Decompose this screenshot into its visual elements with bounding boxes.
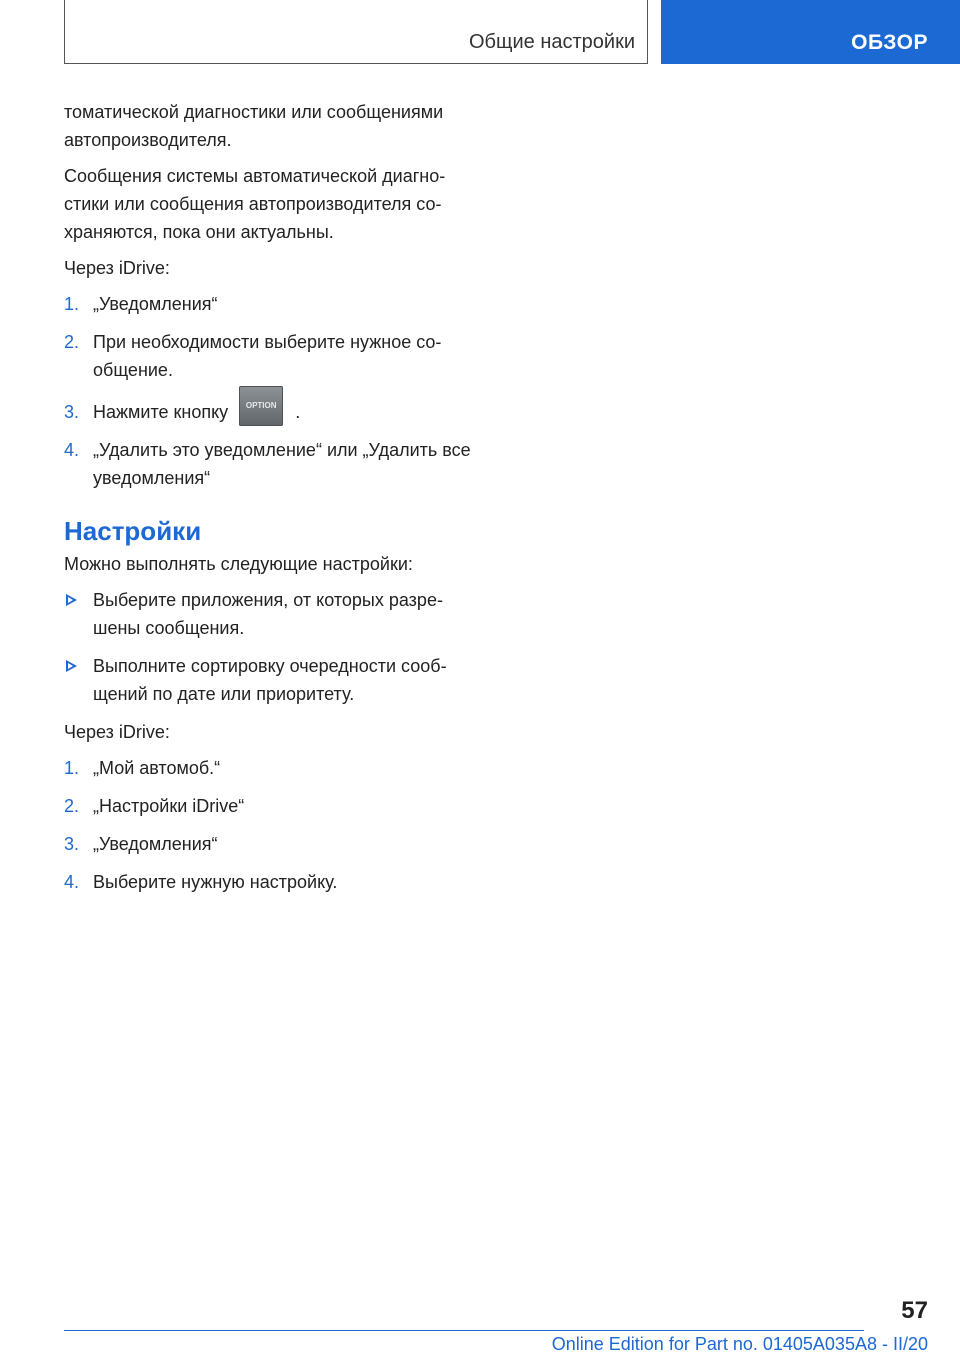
step-number: 1. [64,294,80,314]
step-number: 1. [64,758,80,779]
step-suffix: . [295,402,301,422]
settings-bullets [64,586,484,708]
step-text: Выберите нужную настройку. [93,872,338,893]
list-item [64,830,484,858]
step-text: „Уведомления“ [93,834,218,855]
section-title: Общие настройки [469,31,635,53]
list-item [64,792,484,820]
footer-edition: Online Edition for Part no. 01405A035A8 - II/20 [551,1334,928,1354]
step-text: „Настройки iDrive“ [93,796,245,817]
step-text: „Мой автомоб.“ [93,758,221,779]
intro-paragraph-1: томатической диагностики или сообщениями автопроизводителя. [64,102,444,150]
option-button-icon: OPTION [239,386,283,426]
triangle-bullet-icon [66,660,77,672]
tab-overview-label: ОБЗОР [851,31,928,54]
header-section-box [64,0,648,64]
list-item [64,436,484,492]
list-item [64,290,484,318]
list-item [64,398,484,426]
page-number: 57 [901,1297,928,1324]
list-item [64,652,484,708]
page-content [64,98,484,906]
intro-paragraph-2: Сообщения системы автоматической диагно-стики или сообщения автопроизводителя со-храняются, пока они актуальны. [64,166,446,242]
list-item [64,586,484,642]
settings-heading: Настройки [64,516,202,547]
step-text: „Удалить это уведомление“ или „Удалить все уведомления“ [93,440,471,489]
list-item [64,868,484,896]
step-text: „Уведомления“ [93,294,218,314]
step-text: Нажмите кнопку [93,402,229,422]
step-number: 2. [64,796,80,817]
step-number: 4. [64,872,80,893]
footer-divider [64,1330,864,1331]
via-idrive-label-2: Через iDrive: [64,722,170,743]
via-idrive-label: Через iDrive: [64,258,170,278]
step-number: 3. [64,834,80,855]
triangle-bullet-icon [66,594,77,606]
bullet-text: Выберите приложения, от которых разре-шены сообщения. [93,590,443,639]
settings-intro: Можно выполнять следующие настройки: [64,554,413,575]
step-number: 2. [64,332,80,352]
steps-list-delete [64,290,484,492]
list-item [64,328,484,384]
bullet-text: Выполните сортировку очередности сооб-щений по дате или приоритету. [93,656,447,705]
steps-list-settings [64,754,484,896]
step-number: 3. [64,402,80,422]
tab-overview[interactable] [661,0,960,64]
step-text: При необходимости выберите нужное со-общение. [93,332,442,380]
step-number: 4. [64,440,80,461]
list-item [64,754,484,782]
